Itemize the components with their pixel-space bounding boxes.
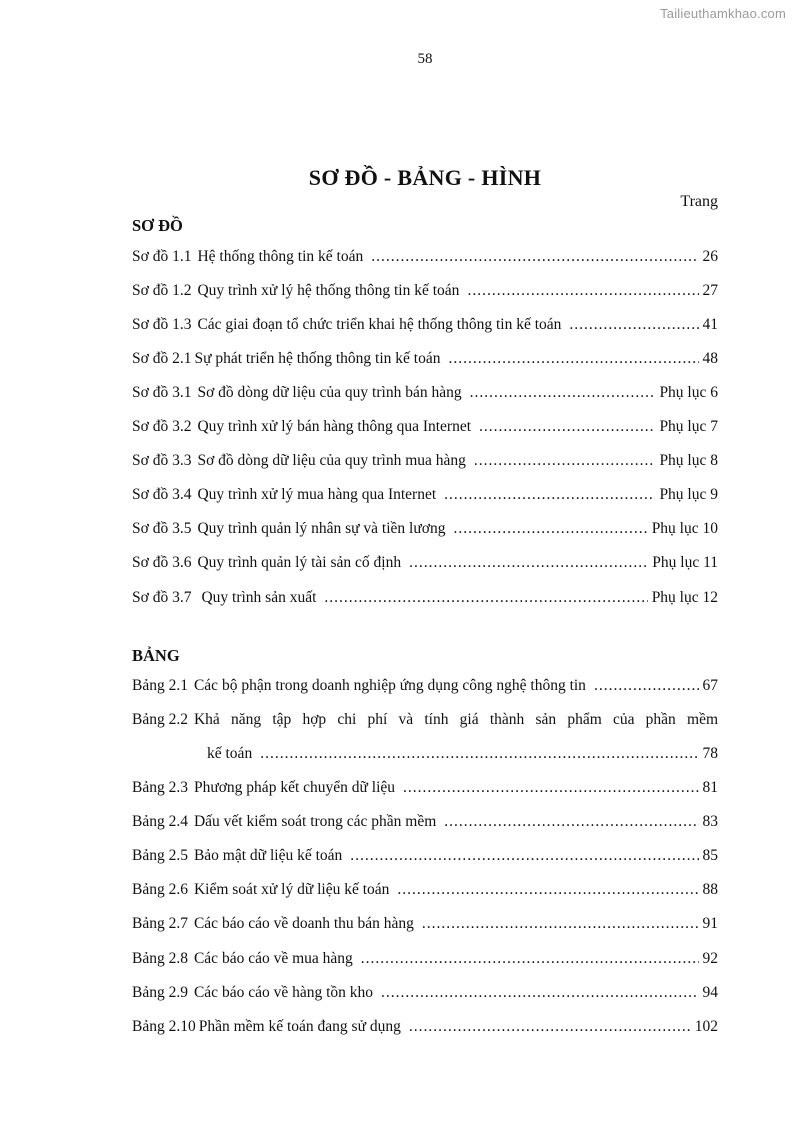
entry-number: Sơ đồ 3.2	[132, 418, 192, 435]
toc-entry	[132, 811, 718, 833]
page-column-label: Trang	[680, 193, 718, 210]
dot-leader	[474, 450, 656, 472]
entry-page: Phụ lục 11	[652, 554, 718, 571]
entry-title: Sơ đồ dòng dữ liệu của quy trình mua hàng	[197, 452, 466, 469]
entry-page: 88	[702, 881, 718, 898]
page-title: SƠ ĐỒ - BẢNG - HÌNH	[308, 165, 542, 190]
toc-entry	[132, 948, 718, 970]
toc-entry	[132, 982, 718, 1004]
toc-entry	[132, 1016, 718, 1038]
entry-title: Các báo cáo về hàng tồn kho	[193, 984, 374, 1001]
entry-number: Bảng 2.10	[132, 1018, 196, 1035]
entry-title: Phương pháp kết chuyển dữ liệu	[193, 779, 396, 796]
entry-title: Quy trình quản lý tài sản cố định	[197, 554, 402, 571]
entry-page: Phụ lục 10	[651, 520, 718, 537]
toc-entry	[132, 280, 718, 302]
dot-leader	[371, 246, 698, 268]
entry-page: Phụ lục 6	[659, 384, 718, 401]
entry-page: 92	[702, 950, 718, 967]
dot-leader	[449, 348, 699, 370]
entry-number: Sơ đồ 3.1	[132, 384, 192, 401]
toc-entry	[132, 709, 718, 731]
entry-number: Bảng 2.3	[132, 779, 188, 796]
section-heading-bang: BẢNG	[132, 646, 180, 665]
watermark: Tailieuthamkhao.com	[660, 6, 786, 21]
dot-leader	[397, 879, 698, 901]
entry-number: Sơ đồ 1.1	[132, 248, 192, 265]
dot-leader	[470, 382, 656, 404]
entry-number: Bảng 2.8	[132, 950, 188, 967]
entry-title: Các giai đoạn tổ chức triển khai hệ thống thông tin kế toán	[197, 316, 562, 333]
entry-page: 81	[702, 779, 718, 796]
entry-title: Khả năng tập hợp chi phí và tính giá thành sản phẩm của phần mềm	[193, 711, 718, 728]
entry-number: Sơ đồ 3.5	[132, 520, 192, 537]
entry-title: Quy trình xử lý hệ thống thông tin kế toán	[197, 282, 460, 299]
entry-number: Bảng 2.5	[132, 847, 188, 864]
entry-page: 83	[702, 813, 718, 830]
dot-leader	[260, 743, 698, 765]
entry-title: Quy trình xử lý mua hàng qua Internet	[197, 486, 437, 503]
dot-leader	[381, 982, 698, 1004]
entry-page: 48	[702, 350, 718, 367]
toc-entry	[132, 348, 718, 370]
dot-leader	[569, 314, 698, 336]
entry-page: 26	[702, 248, 718, 265]
entry-number: Bảng 2.4	[132, 813, 188, 830]
dot-leader	[594, 675, 699, 697]
page-number: 58	[417, 51, 433, 67]
entry-number: Sơ đồ 3.3	[132, 452, 192, 469]
entry-page: Phụ lục 12	[651, 589, 718, 606]
dot-leader	[403, 777, 698, 799]
entry-page: 91	[702, 915, 718, 932]
dot-leader	[409, 552, 648, 574]
toc-entry	[132, 484, 718, 506]
dot-leader	[350, 845, 698, 867]
entry-number: Bảng 2.6	[132, 881, 188, 898]
toc-entry	[132, 675, 718, 697]
entry-title: Phần mềm kế toán đang sử dụng	[198, 1018, 401, 1035]
toc-entry	[132, 416, 718, 438]
entry-page: 41	[702, 316, 718, 333]
entry-title: Các báo cáo về mua hàng	[193, 950, 353, 967]
entry-number: Sơ đồ 3.4	[132, 486, 192, 503]
toc-entry	[132, 552, 718, 574]
entry-page: 94	[702, 984, 718, 1001]
dot-leader	[361, 948, 699, 970]
entry-title: Hệ thống thông tin kế toán	[197, 248, 364, 265]
entry-number: Sơ đồ 1.3	[132, 316, 192, 333]
entry-title: Quy trình sản xuất	[201, 589, 317, 606]
entry-page: Phụ lục 7	[659, 418, 718, 435]
toc-entry	[132, 246, 718, 268]
entry-title-continuation: kế toán	[207, 745, 253, 762]
dot-leader	[444, 811, 698, 833]
dot-leader	[324, 587, 647, 609]
entry-number: Bảng 2.7	[132, 915, 188, 932]
section-heading-so-do: SƠ ĐỒ	[132, 216, 183, 235]
entry-title: Quy trình quản lý nhân sự và tiền lương	[197, 520, 446, 537]
toc-entry	[132, 845, 718, 867]
dot-leader	[422, 913, 699, 935]
toc-entry	[132, 913, 718, 935]
entry-title: Bảo mật dữ liệu kế toán	[193, 847, 343, 864]
toc-entry	[132, 314, 718, 336]
entry-page: 27	[702, 282, 718, 299]
entry-title: Kiểm soát xử lý dữ liệu kế toán	[193, 881, 390, 898]
entry-number: Bảng 2.9	[132, 984, 188, 1001]
entry-title: Dấu vết kiểm soát trong các phần mềm	[193, 813, 437, 830]
dot-leader	[409, 1016, 691, 1038]
dot-leader	[453, 518, 647, 540]
entry-page: 102	[694, 1018, 718, 1035]
toc-entry	[132, 450, 718, 472]
toc-entry	[132, 518, 718, 540]
entry-number: Bảng 2.1	[132, 677, 188, 694]
entry-title: Các báo cáo về doanh thu bán hàng	[193, 915, 414, 932]
toc-entry	[132, 777, 718, 799]
entry-page: 85	[702, 847, 718, 864]
entry-number: Bảng 2.2	[132, 711, 188, 728]
entry-title: Quy trình xử lý bán hàng thông qua Internet	[197, 418, 472, 435]
dot-leader	[444, 484, 655, 506]
dot-leader	[467, 280, 698, 302]
entry-number: Sơ đồ 3.7	[132, 589, 192, 606]
entry-title: Sơ đồ dòng dữ liệu của quy trình bán hàng	[197, 384, 462, 401]
entry-page: Phụ lục 9	[659, 486, 718, 503]
entry-page: Phụ lục 8	[659, 452, 718, 469]
toc-entry	[132, 382, 718, 404]
entry-number: Sơ đồ 3.6	[132, 554, 192, 571]
entry-number: Sơ đồ 2.1	[132, 350, 192, 367]
toc-entry	[132, 587, 718, 609]
entry-page: 67	[702, 677, 718, 694]
entry-title: Các bộ phận trong doanh nghiệp ứng dụng công nghệ thông tin	[193, 677, 586, 694]
toc-entry-continuation	[207, 743, 718, 765]
toc-entry	[132, 879, 718, 901]
entry-page: 78	[702, 745, 718, 762]
dot-leader	[479, 416, 655, 438]
entry-title: Sự phát triển hệ thống thông tin kế toán	[194, 350, 441, 367]
entry-number: Sơ đồ 1.2	[132, 282, 192, 299]
